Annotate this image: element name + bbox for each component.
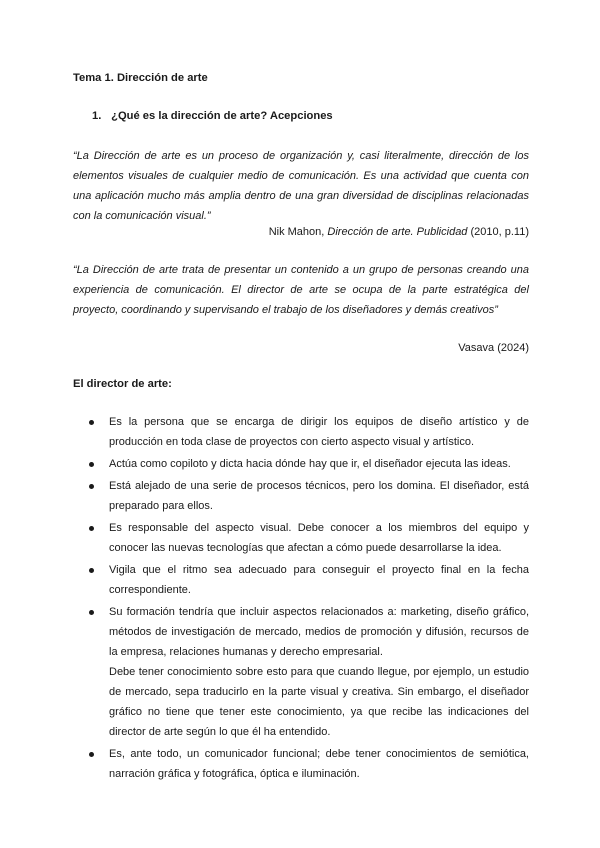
quote-mahon: “La Dirección de arte es un proceso de organización y, casi literalmente, dirección de los elementos visuales de cualquier medio de comunicación. Es una actividad que cuenta con una aplicación mucho más amplia dentro de una gran diversidad de disciplinas relacionadas con la comunicación visual.” [73,150,529,222]
bullet-dot-icon [89,484,94,489]
bullet-dot-icon [89,462,94,467]
citation-mahon [269,222,529,242]
bullet-text: Vigila que el ritmo sea adecuado para conseguir el proyecto final en la fecha correspondiente. [109,564,529,596]
quote-vasava: “La Dirección de arte trata de presentar un contenido a un grupo de personas creando una experiencia de comunicación. El director de arte se ocupa de la parte estratégica del proyecto, coordinando y supervisando el trabajo de los diseñadores y demás creativos” [73,264,529,316]
citation-author: Nik Mahon, [268,226,328,238]
bullet-dot-icon [89,526,94,531]
bullet-item [73,476,529,516]
director-heading: El director de arte: [73,378,172,390]
citation-vasava: Vasava (2024) [458,342,529,354]
citation-work: Dirección de arte. Publicidad [327,226,468,238]
bullet-text: Su formación tendría que incluir aspectos relacionados a: marketing, diseño gráfico, métodos de investigación de mercado, medios de promoción y difusión, recursos de la empresa, relaciones humanas y derecho empresarial. [109,606,529,658]
bullet-text: Es, ante todo, un comunicador funcional; debe tener conocimientos de semiótica, narración gráfica y fotográfica, óptica e iluminación. [109,748,529,780]
director-bullet-list [73,412,529,786]
document-title: Tema 1. Dirección de arte [73,72,208,84]
section-heading [92,106,333,126]
bullet-item [73,560,529,600]
bullet-dot-icon [89,420,94,425]
bullet-item [73,518,529,558]
bullet-dot-icon [89,610,94,615]
bullet-text: Está alejado de una serie de procesos técnicos, pero los domina. El diseñador, está preparado para ellos. [109,480,529,512]
bullet-text: Es la persona que se encarga de dirigir los equipos de diseño artístico y de producción en toda clase de proyectos con cierto aspecto visual y artístico. [109,416,529,448]
citation-ref: (2010, p.11) [467,226,529,238]
bullet-item [73,744,529,784]
bullet-text: Actúa como copiloto y dicta hacia dónde hay que ir, el diseñador ejecuta las ideas. [109,458,511,470]
bullet-item [73,412,529,452]
bullet-dot-icon [89,752,94,757]
section-title: ¿Qué es la dirección de arte? Acepciones [111,110,333,122]
section-number: 1. [92,110,102,122]
bullet-dot-icon [89,568,94,573]
bullet-item [73,602,529,742]
bullet-text: Es responsable del aspecto visual. Debe conocer a los miembros del equipo y conocer las nuevas tecnologías que afectan a cómo puede desarrollarse la idea. [109,522,529,554]
bullet-extra-text: Debe tener conocimiento sobre esto para que cuando llegue, por ejemplo, un estudio de mercado, sepa traducirlo en la parte visual y creativa. Sin embargo, el diseñador gráfico no tiene que tener este conocimiento, ya que recibe las indicaciones del director de arte según lo que él ha entendido. [109,666,529,738]
bullet-item [73,454,529,474]
